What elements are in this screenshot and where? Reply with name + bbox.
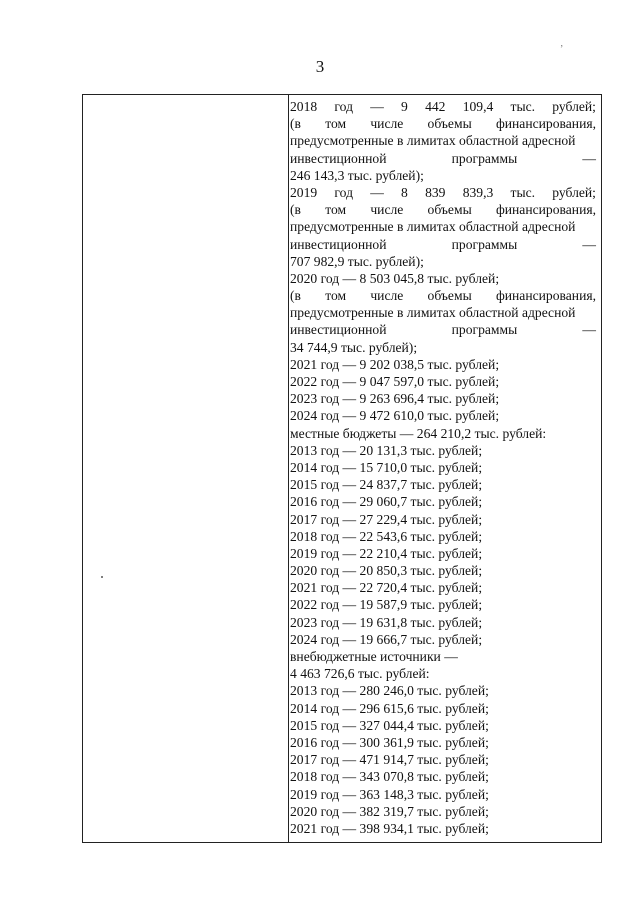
- funding-line: 2024 год — 19 666,7 тыс. рублей;: [290, 631, 483, 647]
- funding-line: 2019 год — 22 210,4 тыс. рублей;: [290, 545, 483, 561]
- funding-line-word: числе: [370, 288, 404, 304]
- funding-table: [82, 94, 602, 843]
- funding-line: предусмотренные в лимитах областной адресной: [290, 219, 576, 235]
- funding-line: 2013 год — 20 131,3 тыс. рублей;: [290, 442, 483, 458]
- funding-line: 2020 год — 8 503 045,8 тыс. рублей;: [290, 270, 500, 286]
- funding-line-word: 2019: [290, 184, 318, 200]
- funding-line-word: инвестиционной: [290, 236, 387, 252]
- funding-line-word: рублей;: [552, 99, 596, 114]
- funding-line-word: (в: [290, 116, 301, 132]
- funding-line: [290, 201, 596, 218]
- funding-line: 707 982,9 тыс. рублей);: [290, 253, 424, 269]
- funding-line-word: 9: [401, 99, 408, 114]
- funding-line: местные бюджеты — 264 210,2 тыс. рублей:: [290, 425, 547, 441]
- funding-line-word: программы: [451, 322, 518, 338]
- funding-line-word: инвестиционной: [290, 150, 387, 166]
- funding-line: 2020 год — 382 319,7 тыс. рублей;: [290, 803, 489, 819]
- funding-line-word: том: [325, 116, 347, 132]
- stray-dot-mark: [101, 576, 103, 578]
- funding-line-word: (в: [290, 202, 301, 218]
- funding-line-word: (в: [290, 288, 301, 304]
- funding-line: 2018 год — 22 543,6 тыс. рублей;: [290, 528, 483, 544]
- funding-line: 2016 год — 300 361,9 тыс. рублей;: [290, 734, 489, 750]
- funding-line-word: числе: [370, 202, 404, 218]
- funding-line: 2021 год — 398 934,1 тыс. рублей;: [290, 820, 489, 836]
- funding-line: [290, 321, 596, 338]
- funding-line-word: объемы: [427, 202, 472, 218]
- funding-line-word: том: [325, 288, 347, 304]
- funding-line: 2019 год — 363 148,3 тыс. рублей;: [290, 786, 489, 802]
- funding-details-cell: [290, 98, 596, 837]
- funding-line: 246 143,3 тыс. рублей);: [290, 167, 424, 183]
- funding-line-word: программы: [451, 236, 518, 252]
- funding-line-word: 839,3: [462, 184, 494, 200]
- funding-line: предусмотренные в лимитах областной адресной: [290, 133, 576, 149]
- funding-line: 2016 год — 29 060,7 тыс. рублей;: [290, 494, 483, 510]
- funding-line-word: 8: [401, 184, 408, 200]
- funding-line: 2022 год — 19 587,9 тыс. рублей;: [290, 597, 483, 613]
- funding-line: 2020 год — 20 850,3 тыс. рублей;: [290, 563, 483, 579]
- funding-line: 2023 год — 19 631,8 тыс. рублей;: [290, 614, 483, 630]
- funding-line: 2023 год — 9 263 696,4 тыс. рублей;: [290, 391, 500, 407]
- funding-line: [290, 98, 596, 115]
- funding-line: 2022 год — 9 047 597,0 тыс. рублей;: [290, 374, 500, 389]
- funding-line: 2014 год — 296 615,6 тыс. рублей;: [290, 700, 489, 716]
- funding-line: 2018 год — 343 070,8 тыс. рублей;: [290, 769, 489, 785]
- funding-line: [290, 287, 596, 304]
- funding-line: 2014 год — 15 710,0 тыс. рублей;: [290, 459, 483, 475]
- funding-line-word: финансирования,: [495, 202, 596, 218]
- funding-line: внебюджетные источники —: [290, 649, 458, 664]
- funding-line: 2015 год — 24 837,7 тыс. рублей;: [290, 477, 483, 493]
- funding-line: 2024 год — 9 472 610,0 тыс. рублей;: [290, 408, 500, 424]
- funding-line: [290, 236, 596, 253]
- funding-line-word: объемы: [427, 288, 472, 304]
- funding-line-word: том: [325, 202, 347, 218]
- funding-line: 34 744,9 тыс. рублей);: [290, 339, 418, 355]
- funding-line: 4 463 726,6 тыс. рублей:: [290, 666, 430, 682]
- funding-line-word: тыс.: [510, 184, 536, 200]
- stray-pen-mark: ʼ: [560, 44, 564, 55]
- funding-line-word: —: [582, 322, 596, 338]
- page-number: 3: [315, 57, 325, 76]
- funding-line-word: тыс.: [510, 99, 536, 114]
- funding-line: 2021 год — 22 720,4 тыс. рублей;: [290, 580, 483, 596]
- funding-line: 2017 год — 27 229,4 тыс. рублей;: [290, 511, 483, 527]
- funding-line: 2021 год — 9 202 038,5 тыс. рублей;: [290, 356, 500, 372]
- funding-line: предусмотренные в лимитах областной адресной: [290, 305, 576, 321]
- funding-line: 2015 год — 327 044,4 тыс. рублей;: [290, 717, 489, 733]
- funding-line-word: 109,4: [462, 99, 494, 114]
- funding-line: 2013 год — 280 246,0 тыс. рублей;: [290, 683, 489, 699]
- funding-line-word: —: [370, 184, 384, 200]
- funding-line-word: —: [582, 236, 596, 252]
- funding-line-word: 839: [425, 184, 446, 200]
- funding-line-word: —: [370, 99, 384, 114]
- funding-line-word: финансирования,: [495, 288, 596, 304]
- funding-line-word: объемы: [427, 116, 472, 132]
- column-divider: [288, 95, 289, 842]
- funding-line-word: год: [334, 184, 353, 200]
- funding-line-word: рублей;: [552, 184, 596, 200]
- funding-line: [290, 150, 596, 167]
- funding-line-word: программы: [451, 150, 518, 166]
- funding-line-word: финансирования,: [495, 116, 596, 132]
- funding-line: [290, 184, 596, 201]
- funding-line: 2017 год — 471 914,7 тыс. рублей;: [290, 752, 489, 768]
- funding-line-word: инвестиционной: [290, 322, 387, 338]
- funding-line: [290, 115, 596, 132]
- funding-line-word: год: [334, 99, 353, 114]
- funding-line-word: —: [582, 150, 596, 166]
- funding-line-word: 442: [425, 99, 446, 114]
- funding-line-word: числе: [370, 116, 404, 132]
- funding-line-word: 2018: [290, 99, 318, 114]
